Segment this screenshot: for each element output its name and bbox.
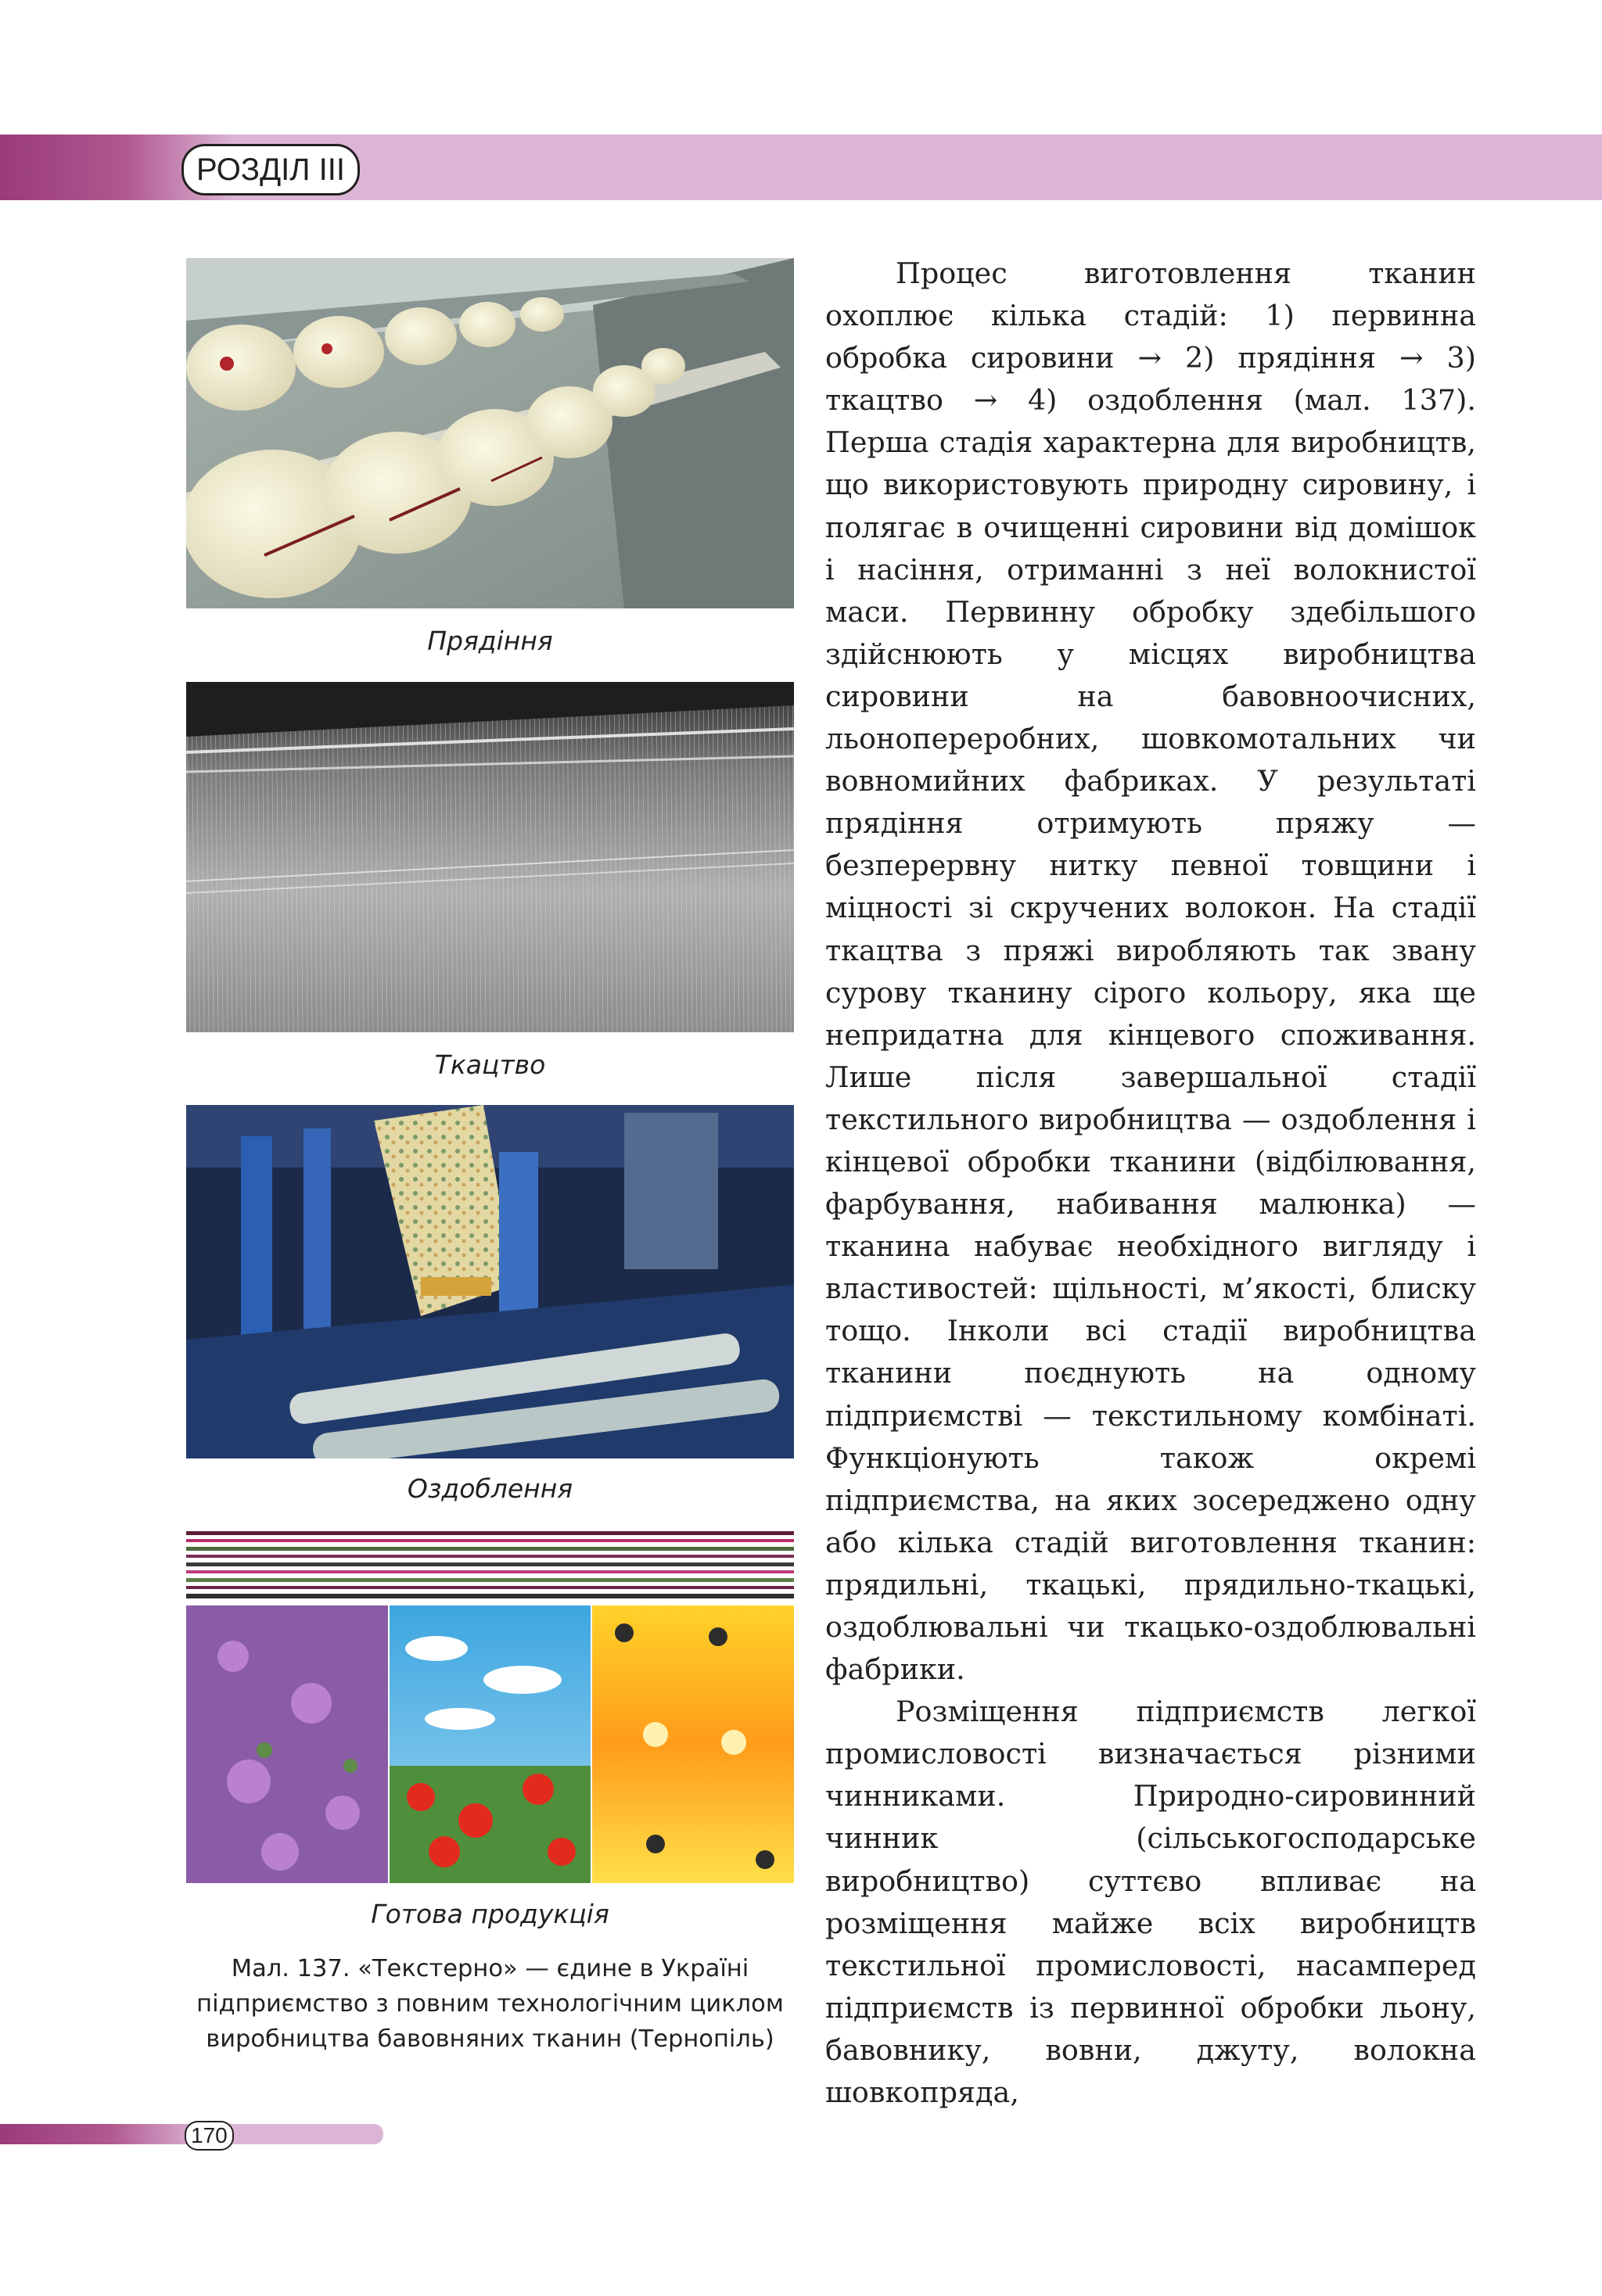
paragraph: Розміщення підприємств легкої промисловості визначається різними чинниками. Природно-сировинний чинник (сільськогосподарське виробництво) суттєво впливає на розміщення майже всіх виробництв текстильної промисловості, насамперед підприємств із первинної обробки льону, бавовнику, вовни, джуту, волокна шовкопряда,	[825, 1695, 1476, 2110]
spinning-bobbins-photo	[186, 258, 794, 608]
section-label: РОЗДІЛ ІІІ	[181, 144, 360, 196]
paragraph: Процес виготовлення тканин охоплює кілька стадій: 1) первинна обробка сировини → 2) прядіння → 3) ткацтво → 4) оздоблення (мал. 137). Перша стадія характерна для виробництв, що використовують природну сировину, і полягає в очищенні сировини від домішок і насіння, отриманні з неї волокнистої маси. Первинну обробку здебільшого здійснюють у місцях виробництва сировини на бавовноочисних, льонопереробних, шовкомотальних чи вовномийних фабриках. У результаті прядіння отримують пряжу — безперервну нитку певної товщини і міцності зі скручених волокон. На стадії ткацтва з пряжі виробляють так звану сурову тканину сірого кольору, яка ще непридатна для кінцевого споживання. Лише після завершальної стадії текстильного виробництва — оздоблення і кінцевої обробки тканини (відбілювання, фарбування, набивання малюнка) — тканина набуває необхідного вигляду і властивостей: щільності, м’якості, блиску тощо. Інколи всі стадії виробництва тканини поєднують на одному підприємстві — текстильному комбінаті. Функціонують також окремі підприємства, на яких зосереджено одну або кілька стадій виготовлення тканин: прядильні, ткацькі, прядильно-ткацькі, оздоблювальні чи ткацько-оздоблювальні фабрики.	[825, 257, 1476, 1687]
figure-caption-weaving: Ткацтво	[434, 1049, 546, 1080]
figure-caption-finishing: Оздоблення	[407, 1473, 573, 1504]
finished-fabrics-photo	[186, 1531, 794, 1883]
page-number: 170	[185, 2121, 234, 2151]
figure-caption-finished: Готова продукція	[371, 1899, 609, 1929]
weaving-loom-photo	[186, 682, 794, 1032]
figure-caption-spinning: Прядіння	[427, 626, 553, 656]
figure-main-caption: Мал. 137. «Текстерно» — єдине в Україні підприємство з повним технологічним циклом виробництва бавовняних тканин (Тернопіль)	[196, 1955, 784, 2053]
body-text	[825, 253, 1476, 2114]
finishing-machine-photo	[186, 1105, 794, 1458]
